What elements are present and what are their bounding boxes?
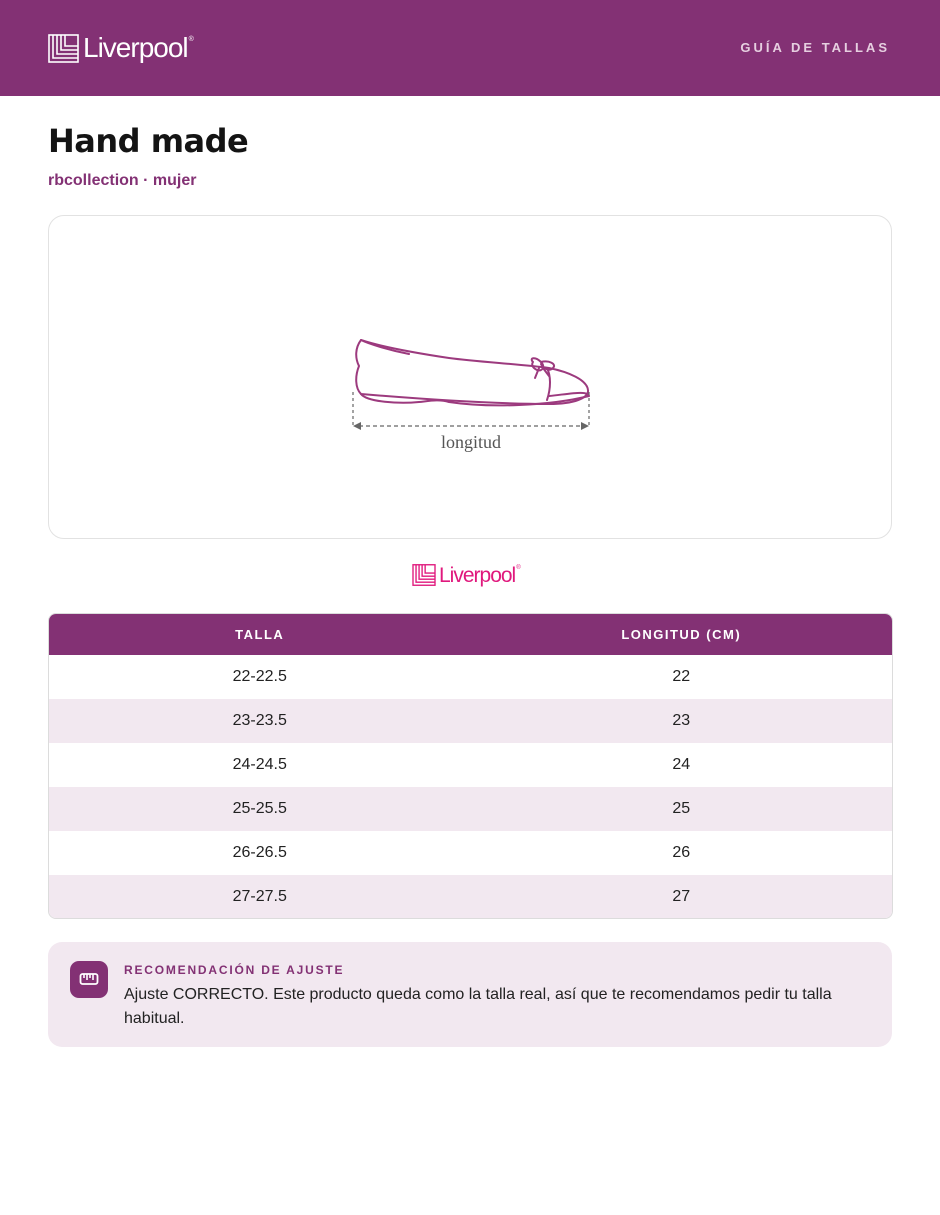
size-cell: 27-27.5: [232, 888, 287, 905]
measurement-figure-card: [48, 215, 892, 539]
size-table-header: [49, 614, 892, 655]
recommendation-title: RECOMENDACIÓN DE AJUSTE: [124, 963, 345, 977]
size-cell: 26-26.5: [232, 844, 287, 861]
length-cell: 26: [672, 844, 691, 861]
ruler-icon: [70, 961, 108, 998]
table-row: [49, 875, 892, 919]
length-cell: 27: [672, 888, 691, 905]
table-row: [49, 743, 892, 787]
length-cell: 24: [672, 756, 691, 773]
liverpool-logo[interactable]: [48, 30, 194, 66]
brand-mark-text: Liverpool: [439, 563, 516, 587]
size-guide-label: GUÍA DE TALLAS: [740, 40, 890, 55]
flat-shoe-outline-icon: [49, 216, 893, 540]
table-row: [49, 787, 892, 831]
recommendation-text: Ajuste CORRECTO. Este producto queda como la talla real, así que te recomendamos pedir tu talla habitual.: [124, 986, 832, 1027]
liverpool-logo-mark-icon: [48, 34, 79, 63]
length-cell: 25: [672, 800, 691, 817]
top-bar: [0, 0, 940, 96]
length-cell: 22: [672, 668, 691, 685]
liverpool-brand-mark: [412, 561, 521, 589]
registered-mark: ®: [516, 565, 521, 571]
liverpool-logo-mark-icon: [412, 564, 436, 586]
length-cell: 23: [672, 712, 691, 729]
length-measure-label: longitud: [440, 432, 501, 452]
column-header-size: TALLA: [235, 627, 285, 642]
table-row: [49, 655, 892, 699]
table-row: [49, 699, 892, 743]
product-title: Hand made: [48, 122, 249, 160]
product-subtitle: rbcollection · mujer: [48, 172, 197, 189]
column-header-length: LONGITUD (CM): [621, 627, 742, 642]
registered-mark: ®: [188, 36, 194, 43]
brand-name: Liverpool: [83, 32, 188, 63]
size-cell: 25-25.5: [232, 800, 287, 817]
fit-recommendation: [48, 942, 892, 1047]
size-cell: 24-24.5: [232, 756, 287, 773]
size-cell: 23-23.5: [232, 712, 287, 729]
size-cell: 22-22.5: [232, 668, 287, 685]
table-row: [49, 831, 892, 875]
size-table: [48, 613, 893, 919]
